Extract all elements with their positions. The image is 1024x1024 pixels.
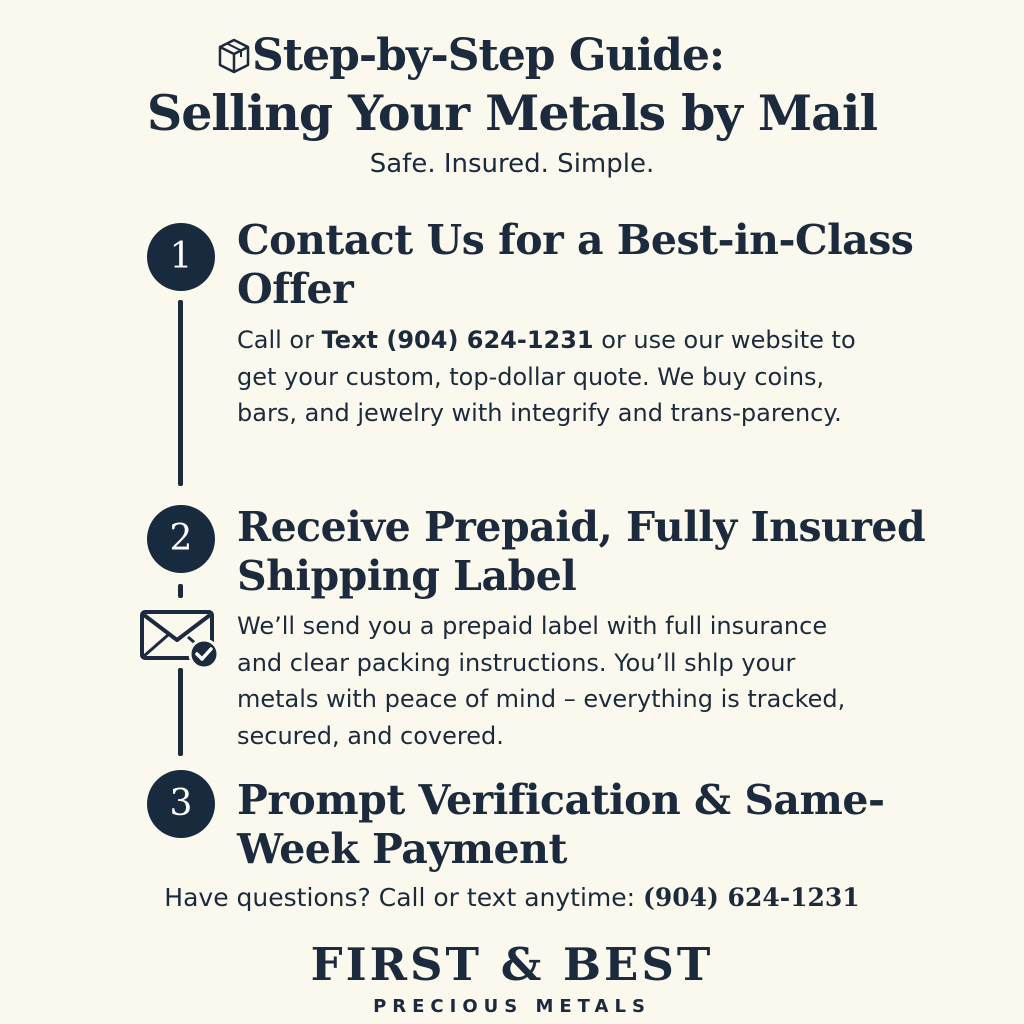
title-line1-text: Step-by-Step Guide:	[252, 30, 725, 81]
page-title-line1	[218, 30, 724, 81]
contact-question-text: Have questions? Call or text anytime:	[164, 883, 636, 912]
contact-prompt	[0, 883, 1024, 912]
package-box-icon	[218, 38, 250, 74]
step-1-description	[237, 322, 877, 432]
step-1-phone-highlight: Text (904) 624-1231	[321, 326, 594, 354]
step-3-number-badge: 3	[147, 770, 215, 838]
tagline: Safe. Insured. Simple.	[369, 149, 655, 179]
brand-logo-subtitle: PRECIOUS METALS	[373, 996, 651, 1017]
step-3-title: Prompt Verification & Same-Week Payment	[237, 776, 885, 873]
timeline-connector-2a	[178, 584, 183, 598]
step-2-title: Receive Prepaid, Fully Insured Shipping Label	[237, 503, 926, 600]
envelope-check-icon	[138, 608, 222, 670]
timeline-connector-1	[178, 300, 183, 486]
step-1-text-prefix: Call or	[237, 326, 322, 354]
step-1-title: Contact Us for a Best-in-Class Offer	[237, 216, 914, 313]
timeline-connector-2b	[178, 668, 183, 756]
brand-logo-name: FIRST & BEST	[310, 938, 714, 991]
page-title-line2: Selling Your Metals by Mail	[146, 84, 878, 142]
step-2-number-badge: 2	[147, 505, 215, 573]
step-1-text-suffix: or use our website to get your custom, top-dollar quote. We buy coins, bars, and jewelry with integrify and trans-parency.	[237, 326, 856, 427]
contact-phone-number: (904) 624-1231	[643, 883, 860, 912]
step-1-number-badge: 1	[147, 223, 215, 291]
step-2-description: We’ll send you a prepaid label with full insurance and clear packing instructions. You’ll shlp your metals with peace of mind – everything is tracked, secured, and covered.	[237, 612, 846, 750]
